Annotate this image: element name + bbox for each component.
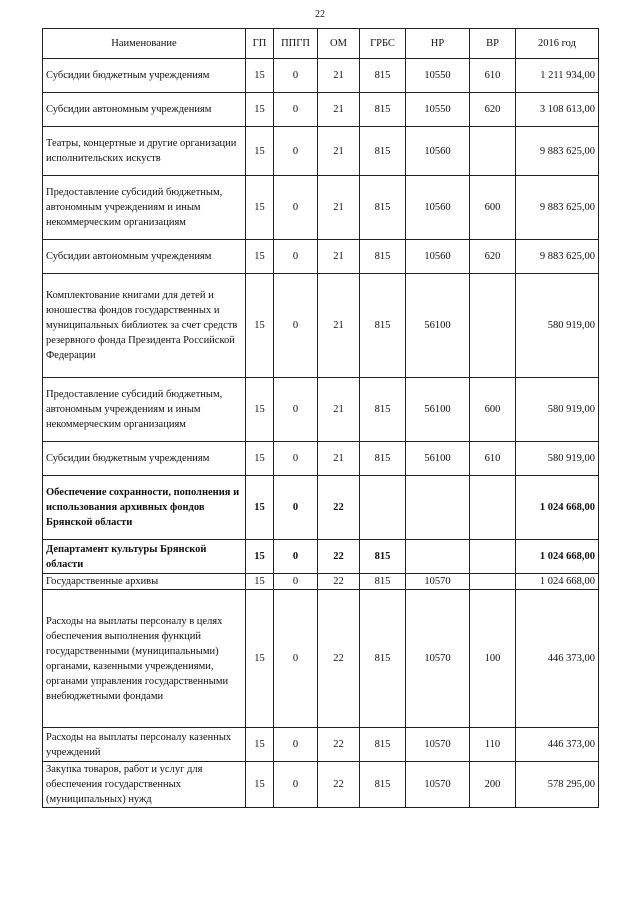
cell-vr bbox=[470, 127, 516, 176]
table-row bbox=[43, 127, 599, 176]
column-header-grbs: ГРБС bbox=[360, 29, 406, 59]
cell-om: 21 bbox=[318, 127, 360, 176]
table-row bbox=[43, 590, 599, 728]
cell-ppgp: 0 bbox=[274, 127, 318, 176]
column-header-ppgp: ППГП bbox=[274, 29, 318, 59]
cell-om: 22 bbox=[318, 728, 360, 762]
cell-name: Предоставление субсидий бюджетным, автономным учреждениям и иным некоммерческим организациям bbox=[43, 378, 246, 442]
table-row bbox=[43, 93, 599, 127]
cell-ppgp: 0 bbox=[274, 540, 318, 574]
cell-nr: 10550 bbox=[406, 59, 470, 93]
cell-gp: 15 bbox=[246, 378, 274, 442]
column-header-gp: ГП bbox=[246, 29, 274, 59]
cell-nr: 10560 bbox=[406, 176, 470, 240]
cell-amount: 446 373,00 bbox=[516, 728, 599, 762]
cell-om: 21 bbox=[318, 378, 360, 442]
cell-nr bbox=[406, 540, 470, 574]
cell-gp: 15 bbox=[246, 590, 274, 728]
cell-om: 21 bbox=[318, 176, 360, 240]
cell-ppgp: 0 bbox=[274, 728, 318, 762]
table-row bbox=[43, 442, 599, 476]
cell-om: 21 bbox=[318, 93, 360, 127]
cell-grbs: 815 bbox=[360, 176, 406, 240]
table-row bbox=[43, 540, 599, 574]
cell-ppgp: 0 bbox=[274, 442, 318, 476]
cell-gp: 15 bbox=[246, 93, 274, 127]
cell-amount: 580 919,00 bbox=[516, 442, 599, 476]
cell-amount: 580 919,00 bbox=[516, 274, 599, 378]
cell-amount: 580 919,00 bbox=[516, 378, 599, 442]
table-row bbox=[43, 762, 599, 808]
cell-grbs: 815 bbox=[360, 59, 406, 93]
cell-om: 22 bbox=[318, 762, 360, 808]
cell-amount: 578 295,00 bbox=[516, 762, 599, 808]
table-row bbox=[43, 274, 599, 378]
cell-vr: 620 bbox=[470, 93, 516, 127]
table-row bbox=[43, 59, 599, 93]
cell-om: 21 bbox=[318, 274, 360, 378]
cell-nr bbox=[406, 476, 470, 540]
cell-amount: 446 373,00 bbox=[516, 590, 599, 728]
cell-name: Расходы на выплаты персоналу в целях обеспечения выполнения функций государственными (муниципальными) органами, казенными учреждениями, органами управления государственными внебюджетными фондами bbox=[43, 590, 246, 728]
cell-grbs: 815 bbox=[360, 127, 406, 176]
cell-name: Субсидии автономным учреждениям bbox=[43, 240, 246, 274]
table-row bbox=[43, 574, 599, 590]
cell-grbs: 815 bbox=[360, 574, 406, 590]
cell-grbs: 815 bbox=[360, 274, 406, 378]
cell-gp: 15 bbox=[246, 476, 274, 540]
cell-vr: 100 bbox=[470, 590, 516, 728]
cell-amount: 9 883 625,00 bbox=[516, 176, 599, 240]
cell-om: 22 bbox=[318, 590, 360, 728]
cell-grbs bbox=[360, 476, 406, 540]
cell-nr: 10570 bbox=[406, 590, 470, 728]
cell-grbs: 815 bbox=[360, 93, 406, 127]
column-header-year: 2016 год bbox=[516, 29, 599, 59]
cell-nr: 10570 bbox=[406, 574, 470, 590]
header-row bbox=[43, 29, 599, 59]
cell-amount: 1 024 668,00 bbox=[516, 574, 599, 590]
cell-vr: 600 bbox=[470, 378, 516, 442]
cell-ppgp: 0 bbox=[274, 93, 318, 127]
cell-ppgp: 0 bbox=[274, 176, 318, 240]
page-number: 22 bbox=[315, 9, 325, 20]
cell-amount: 1 024 668,00 bbox=[516, 540, 599, 574]
cell-vr: 600 bbox=[470, 176, 516, 240]
cell-grbs: 815 bbox=[360, 590, 406, 728]
table-row bbox=[43, 476, 599, 540]
cell-name: Предоставление субсидий бюджетным, автономным учреждениям и иным некоммерческим организациям bbox=[43, 176, 246, 240]
cell-nr: 10570 bbox=[406, 762, 470, 808]
cell-ppgp: 0 bbox=[274, 59, 318, 93]
cell-vr bbox=[470, 540, 516, 574]
cell-name: Государственные архивы bbox=[43, 574, 246, 590]
cell-ppgp: 0 bbox=[274, 574, 318, 590]
cell-amount: 9 883 625,00 bbox=[516, 127, 599, 176]
cell-om: 21 bbox=[318, 442, 360, 476]
column-header-name: Наименование bbox=[43, 29, 246, 59]
cell-vr bbox=[470, 476, 516, 540]
cell-nr: 10570 bbox=[406, 728, 470, 762]
cell-grbs: 815 bbox=[360, 540, 406, 574]
table-row bbox=[43, 176, 599, 240]
cell-vr bbox=[470, 274, 516, 378]
cell-gp: 15 bbox=[246, 240, 274, 274]
cell-vr: 610 bbox=[470, 59, 516, 93]
cell-nr: 10560 bbox=[406, 240, 470, 274]
cell-nr: 10560 bbox=[406, 127, 470, 176]
cell-gp: 15 bbox=[246, 574, 274, 590]
cell-gp: 15 bbox=[246, 762, 274, 808]
cell-name: Субсидии бюджетным учреждениям bbox=[43, 59, 246, 93]
cell-grbs: 815 bbox=[360, 378, 406, 442]
column-header-om: ОМ bbox=[318, 29, 360, 59]
cell-vr: 200 bbox=[470, 762, 516, 808]
cell-om: 22 bbox=[318, 540, 360, 574]
cell-grbs: 815 bbox=[360, 762, 406, 808]
cell-ppgp: 0 bbox=[274, 476, 318, 540]
cell-gp: 15 bbox=[246, 127, 274, 176]
cell-vr bbox=[470, 574, 516, 590]
cell-ppgp: 0 bbox=[274, 590, 318, 728]
cell-nr: 56100 bbox=[406, 274, 470, 378]
cell-ppgp: 0 bbox=[274, 762, 318, 808]
cell-om: 21 bbox=[318, 240, 360, 274]
cell-amount: 1 211 934,00 bbox=[516, 59, 599, 93]
column-header-nr: НР bbox=[406, 29, 470, 59]
cell-amount: 9 883 625,00 bbox=[516, 240, 599, 274]
cell-name: Расходы на выплаты персоналу казенных учреждений bbox=[43, 728, 246, 762]
cell-ppgp: 0 bbox=[274, 240, 318, 274]
cell-vr: 110 bbox=[470, 728, 516, 762]
budget-table bbox=[42, 28, 599, 808]
cell-amount: 1 024 668,00 bbox=[516, 476, 599, 540]
cell-om: 22 bbox=[318, 476, 360, 540]
cell-grbs: 815 bbox=[360, 240, 406, 274]
cell-name: Закупка товаров, работ и услуг для обеспечения государственных (муниципальных) нужд bbox=[43, 762, 246, 808]
cell-name: Обеспечение сохранности, пополнения и использования архивных фондов Брянской области bbox=[43, 476, 246, 540]
column-header-vr: ВР bbox=[470, 29, 516, 59]
table-row bbox=[43, 728, 599, 762]
cell-nr: 56100 bbox=[406, 442, 470, 476]
cell-grbs: 815 bbox=[360, 728, 406, 762]
cell-name: Субсидии бюджетным учреждениям bbox=[43, 442, 246, 476]
cell-nr: 56100 bbox=[406, 378, 470, 442]
table-row bbox=[43, 378, 599, 442]
cell-name: Субсидии автономным учреждениям bbox=[43, 93, 246, 127]
cell-amount: 3 108 613,00 bbox=[516, 93, 599, 127]
cell-gp: 15 bbox=[246, 442, 274, 476]
cell-name: Театры, концертные и другие организации исполнительских искуств bbox=[43, 127, 246, 176]
cell-gp: 15 bbox=[246, 59, 274, 93]
cell-gp: 15 bbox=[246, 540, 274, 574]
cell-nr: 10550 bbox=[406, 93, 470, 127]
cell-gp: 15 bbox=[246, 274, 274, 378]
cell-vr: 610 bbox=[470, 442, 516, 476]
cell-gp: 15 bbox=[246, 728, 274, 762]
cell-om: 22 bbox=[318, 574, 360, 590]
cell-ppgp: 0 bbox=[274, 378, 318, 442]
cell-ppgp: 0 bbox=[274, 274, 318, 378]
cell-vr: 620 bbox=[470, 240, 516, 274]
cell-grbs: 815 bbox=[360, 442, 406, 476]
cell-name: Комплектование книгами для детей и юношества фондов государственных и муниципальных библиотек за счет средств резервного фонда Президента Российской Федерации bbox=[43, 274, 246, 378]
cell-om: 21 bbox=[318, 59, 360, 93]
table-body bbox=[43, 59, 599, 808]
table-row bbox=[43, 240, 599, 274]
cell-name: Департамент культуры Брянской области bbox=[43, 540, 246, 574]
cell-gp: 15 bbox=[246, 176, 274, 240]
